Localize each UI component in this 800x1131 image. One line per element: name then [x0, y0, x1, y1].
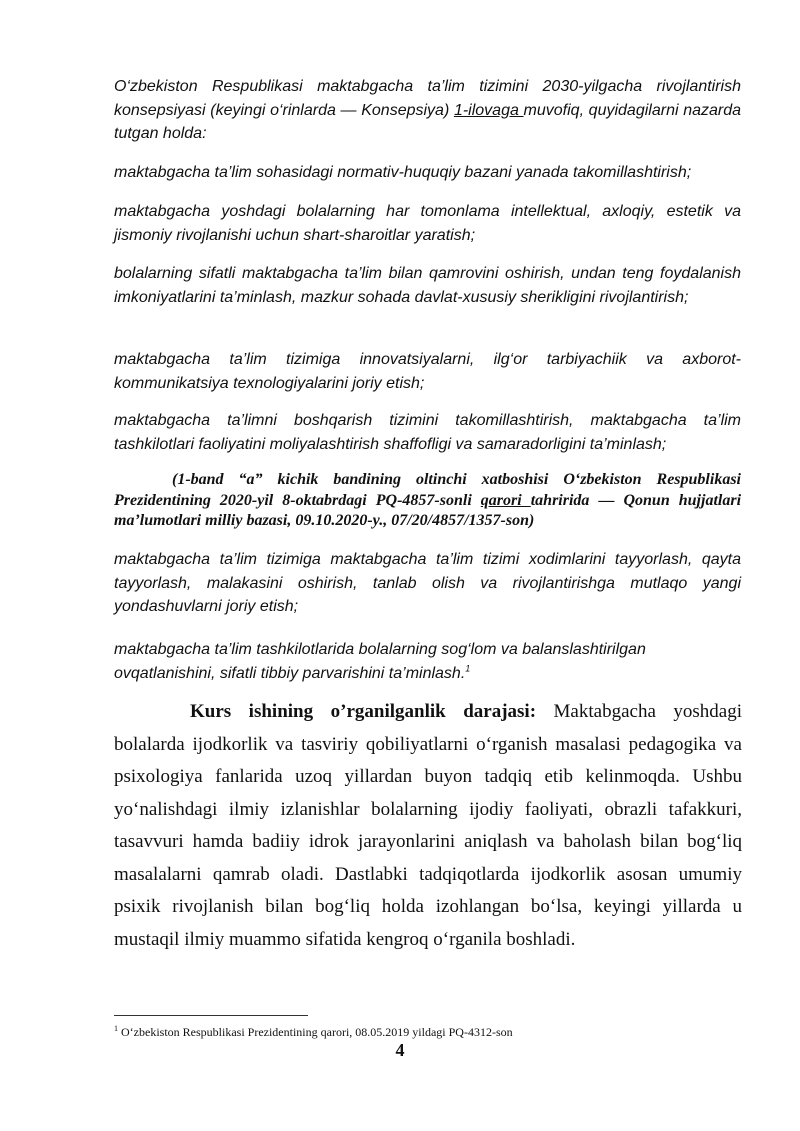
footnote	[114, 1025, 513, 1039]
footnote-text: O‘zbekiston Respublikasi Prezidentining qarori, 08.05.2019 yildagi PQ-4312-son	[118, 1025, 513, 1039]
note-text: (1-band “a” kichik bandining oltinchi xatboshisi O‘zbekiston Respublikasi Prezidentining 2020-yil 8-oktabrdagi PQ-4857-sonli	[114, 471, 741, 509]
footnote-number: 1	[114, 1024, 118, 1033]
list-item: maktabgacha ta’lim sohasidagi normativ-huquqiy bazani yanada takomillashtirish;	[114, 164, 692, 181]
list-item-line: maktabgacha ta’lim tashkilotlarida bolalarning sog‘lom va balanslashtirilgan	[114, 641, 646, 658]
list-item: maktabgacha ta’lim tizimiga maktabgacha ta’lim tizimi xodimlarini tayyorlash, qayta tayyorlash, malakasini oshirish, tanlab olish va rivojlantirishga mutlaqo yangi yondashuvlarni joriy etish;	[114, 551, 741, 615]
intro-text: O‘zbekiston Respublikasi maktabgacha ta’lim tizimini 2030-yilgacha rivojlantirish konsepsiyasi (keyingi o‘rinlarda — Konsepsiya)	[114, 78, 741, 119]
list-item	[114, 638, 741, 685]
list-item: bolalarning sifatli maktabgacha ta’lim bilan qamrovini oshirish, undan teng foydalanish imkoniyatlarini ta’minlash, mazkur sohada davlat-xususiy sherikligini rivojlantirish;	[114, 265, 741, 306]
intro-paragraph	[114, 75, 741, 146]
annex-link[interactable]: 1-ilovaga	[453, 101, 524, 119]
list-item: maktabgacha yoshdagi bolalarning har tomonlama intellektual, axloqiy, estetik va jismoniy rivojlanishi uchun shart-sharoitlar yaratish;	[114, 203, 741, 244]
body-text: Maktabgacha yoshdagi bolalarda ijodkorlik va tasviriy qobiliyatlarni o‘rganish masalasi pedagogika va psixologiya fanlarida uzoq yillardan buyon tadqiq etib kelinmoqda. Ushbu yo‘nalishdagi ilmiy izlanishlar bolalarning ijodiy faoliyati, obrazli tafakkuri, tasavvuri hamda badiiy idrok jarayonlarini aniqlash va baholash bilan bog‘liq masalalarni qamrab oladi. Dastlabki tadqiqotlarda ijodkorlik asosan umumiy psixik rivojlanish bilan bog‘liq holda izohlangan bo‘lsa, keyingi yillarda u mustaqil ilmiy muammo sifatida kengroq o‘rganila boshladi.	[114, 701, 742, 950]
note-text-end: tahririda — Qonun hujjatlari ma’lumotlari milliy bazasi, 09.10.2020-y., 07/20/4857/1357-son)	[114, 491, 742, 529]
amendment-note	[114, 470, 741, 532]
list-item: maktabgacha ta’lim tizimiga innovatsiyalarni, ilg‘or tarbiyachiik va axborot-kommunikatsiya texnologiyalarini joriy etish;	[114, 351, 741, 392]
footnote-divider	[114, 1015, 308, 1016]
footnote-reference[interactable]: 1	[465, 663, 471, 674]
page-number: 4	[395, 1040, 405, 1060]
decree-link[interactable]: qarori	[480, 491, 531, 509]
body-paragraph	[114, 696, 742, 956]
list-item-line: ovqatlanishini, sifatli tibbiy parvarishini ta’minlash.	[114, 664, 466, 682]
intro-text-end: muvofiq, quyidagilarni nazarda tutgan holda:	[114, 101, 742, 142]
section-heading: Kurs ishining o’rganilganlik darajasi:	[190, 701, 537, 722]
list-item: maktabgacha ta’limni boshqarish tizimini takomillashtirish, maktabgacha ta’lim tashkilotlari faoliyatini moliyalashtirish shaffofligi va samaradorligini ta’minlash;	[114, 412, 741, 453]
